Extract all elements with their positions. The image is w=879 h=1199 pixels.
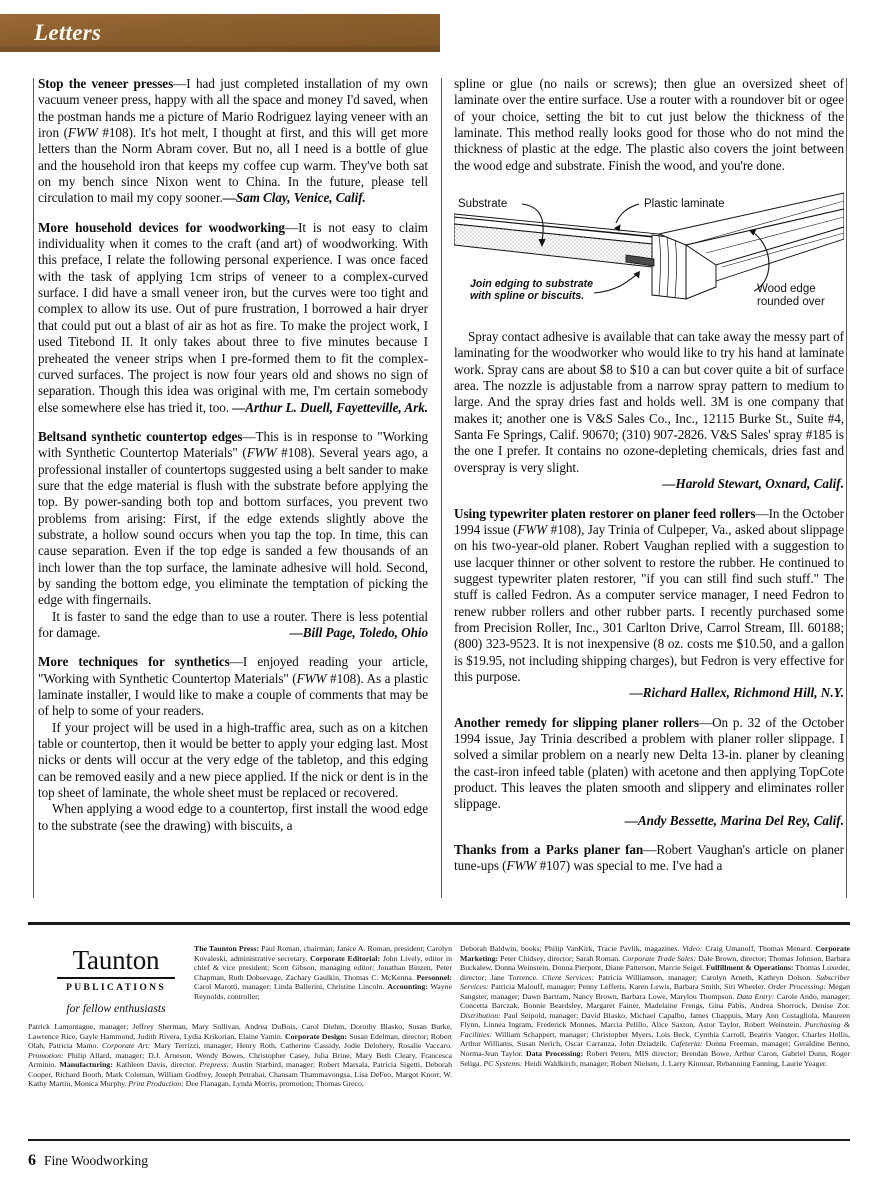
letter-signature: —Sam Clay, Venice, Calif. (222, 190, 366, 206)
letter-body-3: When applying a wood edge to a countertop, first install the wood edge to the substrate (see the drawing) with biscuits, a (38, 801, 428, 833)
letter-body: spline or glue (no nails or screws); then glue an oversized sheet of laminate over the entire surface. Use a router with a roundover bit or ogee of your choice, setting the bit to cut just below the thickness of the laminate. This method really looks good for those who do not mind the thickness of plastic at the edge. The plastic also covers the joint between the wood edge and substrate. Finish the wood, and you're done. (454, 76, 844, 173)
page-number: 6 (28, 1152, 36, 1169)
diagram-label-join-line1: Join edging to substrate (470, 278, 594, 291)
letter-heading: Another remedy for slipping planer rollers (454, 714, 699, 730)
masthead-rule-bottom (28, 1139, 850, 1141)
letter-body-2: It is faster to sand the edge than to use a router. There is less potential for damage. (38, 608, 428, 640)
letter-heading: Stop the veneer presses (38, 76, 174, 91)
letter-body: Spray contact adhesive is available that can take away the messy part of laminating for the woodworker who would like to try his hand at laminate work. Spray cans are about $8 to $10 a can but cover quite a bit of surface area. The nozzle is adjustable from a narrow spray pattern to medium to large. And the spray dries fast and holds well. 3M is one company that makes it; another one is V&S Sales Co., Inc., 12115 Burke St., Suite #4, Santa Fe Springs, Calif. 90670; (310) 907-2826. V&S Sales' spray #185 is the one I prefer. It contains no ozone-depleting chemicals, dries fast and overspray is very slight. (454, 329, 844, 475)
letter-using-typewriter-platen-restorer (454, 506, 844, 702)
letter-signature: —Arthur L. Duell, Fayetteville, Ark. (232, 399, 428, 415)
letter-heading: Using typewriter platen restorer on planer feed rollers (454, 505, 756, 521)
letter-thanks-from-a-parks-planer-fan (454, 842, 844, 875)
letter-heading: More techniques for synthetics (38, 654, 230, 670)
page-header-banner (0, 14, 440, 52)
letter-more-techniques-for-synthetics (38, 654, 428, 834)
letter-body: —In the October 1994 issue (FWW #108), Jay Trinia of Culpeper, Va., asked about slippage on his two-year-old planer. Robert Vaughan replied with a suggestion to use lacquer thinner or other solvent to restore the rubber. He continued to suggest typewriter platen restorer, "if you can still find such stuff." The stuff is called Fedron. As a computer service manager, I need Fedron to renew rubber rollers and other rubber parts. I recently purchased some from Precision Roller, Inc., 301 Carlton Drive, Carrol Stream, Ill. 60188; (800) 323-9523. It is not inexpensive (8 oz. costs me $10.50, and a gallon is $19.95, not including shipping charges), but Fedron is very effective for this purpose. (454, 505, 844, 684)
letter-body-2: If your project will be used in a high-traffic area, such as on a kitchen table or countertop, then it would be better to apply your edging last. Most nicks or dents will occur at the very edge of the tabletop, and this edging can be removed easily and a new piece applied. If the nick or dent is in the top sheet of laminate, the whole sheet must be replaced or recovered. (38, 719, 428, 801)
article-columns (38, 76, 844, 888)
countertop-edge-svg (454, 187, 844, 319)
masthead-column-a: The Taunton Press: Paul Roman, chairman; Janice A. Roman, president; Carolyn Kovaleski, administrative secretary. Corporate Editorial: John Lively, editor in chief & vice president; Scott Gibson, managing editor; Jonathan Binzen, Peter Chapman, Ruth Dobsevage, Zachary Gaulkin, Thomas C. McKenna. Personnel: Carol Marotti, manager; Linda Ballerini, Christine Lincoln. Accounting: Wayne Reynolds, controller; (194, 944, 452, 1001)
letter-body: —I had just completed installation of my own vacuum veneer press, happy with all the space and money I'd saved, when the postman hands me a picture of Mario Rodriguez laying veneer with an iron (FWW #108). It's hot melt, I thought at first, and this will get more letters than the Norm Abram cover. But no, all I need is a bottle of glue and the household iron that keeps my coffee cup warm. They've both sat on my bench since Nixon went to China. In the future, please tell circulation to mail my copy sooner. (38, 76, 428, 206)
column-rule-left (33, 78, 34, 898)
letter-stop-the-veneer-presses (38, 76, 428, 207)
countertop-edge-diagram (454, 187, 844, 319)
page-footer (28, 1152, 148, 1170)
masthead (28, 934, 850, 1134)
column-right (454, 76, 844, 888)
letter-continuation-top (454, 76, 844, 174)
diagram-label-substrate: Substrate (458, 198, 508, 211)
letter-signature: —Harold Stewart, Oxnard, Calif. (662, 476, 844, 492)
column-rule-right (846, 78, 847, 898)
page-title: Letters (34, 20, 102, 45)
diagram-label-wood-edge-line2: rounded over (757, 296, 825, 309)
taunton-logo-tagline: for fellow enthusiasts (66, 1001, 166, 1015)
taunton-logo-wordmark: Taunton (72, 945, 160, 975)
letter-heading: Thanks from a Parks planer fan (454, 842, 644, 858)
letter-beltsand-synthetic-countertop-edges (38, 429, 428, 641)
masthead-column-b: Patrick Lamontagne, manager; Jeffrey Sherman, Mary Sullivan, Andrea DuBois, Carol Diehm, Dorothy Blasko, Susan Burke, Lawrence Rice, Gayle Hammond, Judith Rivera, Lydia Krikorian, Elaine Yamin. Corporate Design: Susan Edelman, director; Robert Olah, Patricia Mamo. Corporate Art: Mary Terrizzi, manager; Henry Roth, Catherine Cassidy, Jodie Delohery, Rosalie Vaccaro. Promotion: Philip Allard, manager; D.J. Arneson, Wendy Bowes, Christopher Casey, Julia Brine, Mary Beth Cleary, Francesca Arminio. Manufacturing: Kathleen Davis, director. Prepress: Austin Starbird, manager; Robert Marsala, Patricia Sigetti, Deborah Cooper, Richard Booth, Mark Coleman, William Godfrey, Joseph Petrahai, Chansam Thammavongsa, Lisa DeFeo, Margot Knorr, W. Kathy Martin, Monica Murphy. Print Production: Dee Flanagan, Lynda Morris, promotion; Thomas Greco, (28, 1022, 453, 1089)
diagram-label-plastic-laminate: Plastic laminate (644, 198, 725, 211)
magazine-name: Fine Woodworking (44, 1153, 149, 1168)
letter-body: —This is in response to "Working with Synthetic Countertop Materials" (FWW #108). Several years ago, a professional installer of countertops suggested using a belt sander to make sure that the edge material is flush with the substrate before applying the top. By power-sanding both top and bottom surfaces, you prevent two problems from arising: First, if the edge extends slightly above the substrate, a hollow sound occurs when you tap the top. In time, this can cause separation. Even if the top edge is sanded a few thousands of an inch lower than the top surface, the laminate adhesive will hold. Second, by sanding the bottom edge, you eliminate the temptation of picking the edge with fingernails. (38, 428, 428, 608)
letter-heading: Beltsand synthetic countertop edges (38, 428, 243, 444)
taunton-logo-publications: PUBLICATIONS (66, 981, 166, 993)
diagram-label-join-line2: with spline or biscuits. (470, 290, 585, 303)
letter-body: —I enjoyed reading your article, "Working with Synthetic Countertop Materials" (FWW #108). As a plastic laminate installer, I would like to make a couple of comments that may be of help to some of your readers. (38, 654, 428, 719)
letter-body: —On p. 32 of the October 1994 issue, Jay Trinia described a problem with planer roller slippage. I solved a similar problem on a nearly new Delta 13-in. planer by cleaning the cast-iron infeed table (platen) with acetone and then applying TopCote product. This leaves the platen smooth and slippery and eliminates roller slippage. (454, 714, 844, 812)
letter-another-remedy-for-slipping-planer-rollers (454, 715, 844, 829)
letter-more-household-devices (38, 220, 428, 416)
column-left (38, 76, 428, 888)
letter-signature: —Bill Page, Toledo, Ohio (289, 625, 428, 640)
diagram-label-wood-edge-line1: Wood edge (757, 283, 816, 296)
masthead-column-c: Deborah Baldwin, books; Philip VanKirk, Tracie Pavlik, magazines. Video: Craig Umanoff, Thomas Menard. Corporate Marketing: Peter Chidsey, director; Sarah Roman. Corporate Trade Sales: Dale Brown, director; Thomas Johnson, Barbara Buckalew, Donna Weinstein, Donna Pierpont, Diane Patterson, Marcie Seigel. Fulfillment & Operations: Thomas Luxeder, director; Jane Torrence. Client Services: Patricia Williamson, manager; Carolyn Arneth, Kathryn Dolson. Subscriber Services: Patricia Malouff, manager; Penny Lefferts, Karen Lewis, Barbara Smith, Siri Wheeler. Order Processing: Megan Sangster, manager; Dawn Bartram, Nancy Brown, Barbara Lowe, Marylou Thompson. Data Entry: Carole Ando, manager; Concetta Barczak, Bonnie Beardsley, Margaret Fainer, Madelaine Frengs, Gina Pabis, Andrea Shorrock, Denise Zor. Distribution: Paul Seipold, manager; David Blasko, Michael Capalbo, James Chappuis, Mary Ann Costagliola, Maureen Flynn, Linnea Ingram, Frederick Monnes, Marcia Pelillo, Alice Saxton, Astor Taylor, Robert Weinstein. Purchasing & Facilities: William Schappert, manager; Christopher Myers, Lois Beck, Cynthia Carroll, Beatrix Vangor, Charles Hollis, Arthur Williams, Susan Nerich, Oscar Carranza, John Dziadzik. Cafeteria: Donna Freeman, manager; Geraldine Benno, Norma-Jean Taylor. Data Processing: Robert Peters, MIS director; Brendan Bowe, Arthur Caron, Gabriel Dunn, Roger Seliga. PC Systems: Heidi Waldkirch, manager; Robert Nielsen, J. Larry Kinnear, Rebanning Fanning, Laurie Yeager. (460, 944, 850, 1068)
letter-signature: —Andy Bessette, Marina Del Rey, Calif. (624, 812, 844, 828)
letter-signature: —Richard Hallex, Richmond Hill, N.Y. (629, 685, 844, 701)
letter-spray-contact-adhesive (454, 329, 844, 492)
letter-heading: More household devices for woodworking (38, 219, 285, 235)
masthead-rule-top (28, 922, 850, 925)
taunton-logo (50, 946, 182, 1015)
letter-body: —It is not easy to claim individuality when it comes to the craft (and art) of woodworking. With this preface, I relate the following personal experience. I was once faced with the task of applying 1cm strips of veneer to a complex-curved surface. I did have a small veneer iron, but the curves were too tight and complex to allow its use. Out of pure frustration, I borrowed a hair dryer that could put out a blast of air as hot as fire. To make the project work, I used Titebond II. It only takes about three to five minutes because I preheated the veneer strips when I pre-formed them to fit the complex-curved surfaces. The project is now four years old and shows no sign of separation. Though this idea was original with me, I'm certain somebody else somewhere else has tried it, too. (38, 219, 428, 415)
taunton-logo-underline (57, 977, 175, 979)
letter-body: —Robert Vaughan's article on planer tune-ups (FWW #107) was special to me. I've had a (454, 842, 844, 874)
